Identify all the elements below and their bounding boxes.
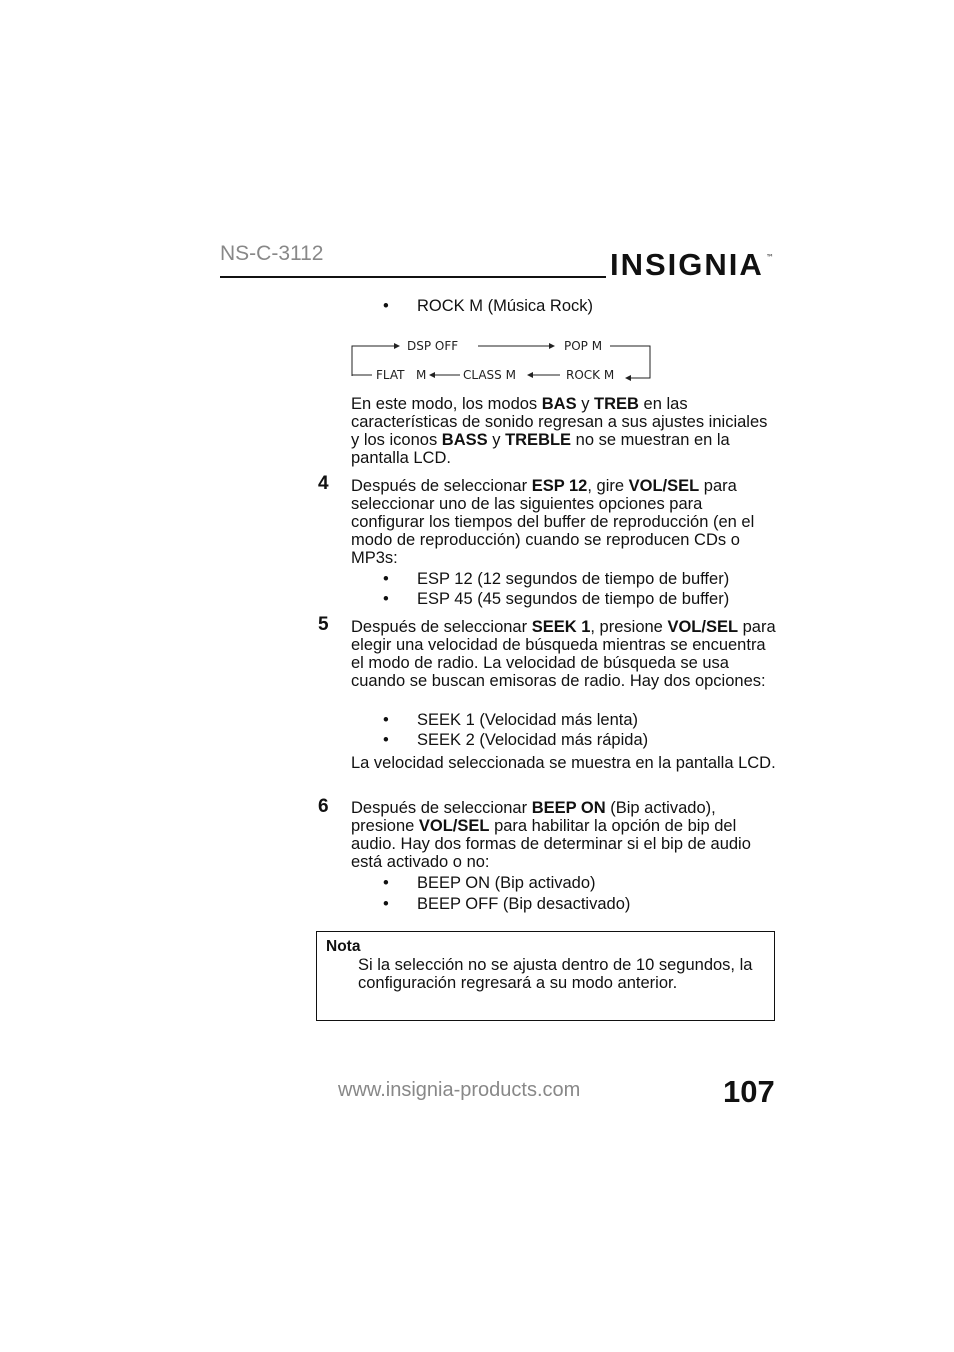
header-rule xyxy=(220,276,606,278)
step-number-6: 6 xyxy=(318,796,329,817)
step-6-text xyxy=(351,799,776,871)
bullet-text: ESP 45 (45 segundos de tiempo de buffer) xyxy=(417,590,730,608)
text: y xyxy=(487,431,506,449)
bullet-text: BEEP ON (Bip activado) xyxy=(417,874,596,892)
note-box xyxy=(316,931,775,1021)
text: Después de seleccionar xyxy=(351,477,532,495)
bullet-text: ESP 12 (12 segundos de tiempo de buffer) xyxy=(417,570,730,588)
text: en las características de sonido regresan a sus ajustes iniciales y los iconos xyxy=(351,395,768,449)
modes-paragraph xyxy=(351,395,776,467)
bullet-dot: • xyxy=(383,731,389,749)
text: Después de seleccionar xyxy=(351,799,532,817)
model-number: NS-C-3112 xyxy=(220,242,324,265)
label-flat: FLAT xyxy=(376,368,405,382)
mode-cycle-diagram xyxy=(348,334,658,386)
note-body: Si la selección no se ajusta dentro de 10 segundos, la configuración regresará a su modo anterior. xyxy=(358,956,753,992)
insignia-logo-tm: ™ xyxy=(766,253,774,262)
bullet-dot: • xyxy=(383,895,389,913)
bold-term: VOL/SEL xyxy=(667,618,739,636)
label-rock-m: ROCK M xyxy=(566,368,615,382)
bold-term: TREBLE xyxy=(505,431,572,449)
step-5-text xyxy=(351,618,776,690)
text: Después de seleccionar xyxy=(351,618,532,636)
text: (Bip activado), presione xyxy=(351,799,716,835)
bold-term: BEEP ON xyxy=(531,799,606,817)
bullet-dot: • xyxy=(383,297,389,315)
text: En este modo, los modos xyxy=(351,395,542,413)
text: y xyxy=(576,395,595,413)
bullet-dot: • xyxy=(383,590,389,608)
bold-term: VOL/SEL xyxy=(418,817,490,835)
label-dsp-off: DSP OFF xyxy=(407,339,459,353)
footer-url: www.insignia-products.com xyxy=(338,1079,581,1101)
bullet-dot: • xyxy=(383,874,389,892)
text: , gire xyxy=(587,477,629,495)
label-class-m: CLASS M xyxy=(463,368,516,382)
step-4-text xyxy=(351,477,776,567)
text: para seleccionar uno de las siguientes opciones para configurar los tiempos del buffer de reproducción (en el modo de reproducción) cuando se reproducen CDs o MP3s: xyxy=(351,477,755,567)
label-m: M xyxy=(416,368,427,382)
text: , presione xyxy=(590,618,668,636)
bold-term: TREB xyxy=(594,395,639,413)
bullet-text: ROCK M (Música Rock) xyxy=(417,297,594,315)
step-5-after-text: La velocidad seleccionada se muestra en la pantalla LCD. xyxy=(351,754,776,772)
bullet-text: SEEK 1 (Velocidad más lenta) xyxy=(417,711,639,729)
bullet-text: BEEP OFF (Bip desactivado) xyxy=(417,895,631,913)
bold-term: SEEK 1 xyxy=(531,618,591,636)
bold-term: BAS xyxy=(541,395,577,413)
bold-term: BASS xyxy=(441,431,488,449)
insignia-logo-text: INSIGNIA xyxy=(610,247,764,282)
step-number-5: 5 xyxy=(318,614,329,635)
bullet-dot: • xyxy=(383,711,389,729)
page-number: 107 xyxy=(723,1074,775,1109)
text: para habilitar la opción de bip del audio. Hay dos formas de determinar si el bip de audio está activado o no: xyxy=(351,817,751,871)
text: no se muestran en la pantalla LCD. xyxy=(351,431,730,467)
bold-term: ESP 12 xyxy=(531,477,588,495)
bold-term: VOL/SEL xyxy=(628,477,700,495)
bullet-text: SEEK 2 (Velocidad más rápida) xyxy=(417,731,649,749)
bullet-dot: • xyxy=(383,570,389,588)
step-number-4: 4 xyxy=(318,473,329,494)
label-pop-m: POP M xyxy=(564,339,603,353)
insignia-logo xyxy=(608,238,778,284)
text: para elegir una velocidad de búsqueda mientras se encuentra el modo de radio. La velocidad de búsqueda se usa cuando se buscan emisoras de radio. Hay dos opciones: xyxy=(351,618,776,690)
note-title: Nota xyxy=(326,938,361,955)
